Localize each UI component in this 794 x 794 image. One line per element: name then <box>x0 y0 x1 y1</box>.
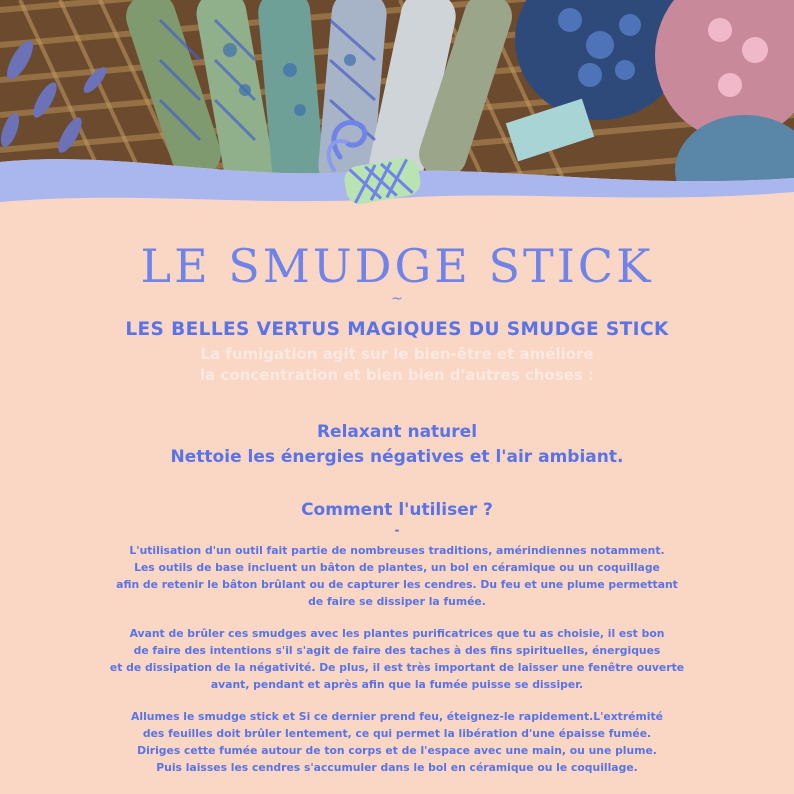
paragraph-line: Allumes le smudge stick et Si ce dernier prend feu, éteignez-le rapidement.L'extrémité <box>131 710 663 723</box>
virtues-list <box>0 420 794 470</box>
page-title: LE SMUDGE STICK <box>140 239 654 293</box>
how-to-heading: Comment l'utiliser ? <box>301 500 493 520</box>
paragraph-line: et de dissipation de la négativité. De plus, il est très important de laisser une fenêtre ouverte <box>109 661 685 674</box>
virtue-item: Relaxant naturel <box>316 422 478 442</box>
paragraph-line: avant, pendant et après afin que la fumée puisse se dissiper. <box>210 678 584 691</box>
paragraph-line: afin de retenir le bâton brûlant ou de capturer les cendres. Du feu et une plume permettant <box>116 578 678 591</box>
paragraph-line: Avant de brûler ces smudges avec les plantes purificatrices que tu as choisie, il est bon <box>129 627 665 640</box>
paragraph-line: de faire se dissiper la fumée. <box>308 595 486 608</box>
paragraph-line: des feuilles doit brûler lentement, ce qui permet la libération d'une épaisse fumée. <box>142 727 652 740</box>
tilde-separator: ~ <box>391 291 403 307</box>
paragraph-instructions <box>47 708 747 776</box>
paragraph-line: Diriges cette fumée autour de ton corps et de l'espace avec une main, ou une plume. <box>137 744 657 757</box>
paragraph-line: Les outils de base incluent un bâton de plantes, un bol en céramique ou un coquillage <box>134 561 660 574</box>
intro-line: La fumigation agit sur le bien-être et améliore <box>200 345 594 363</box>
paragraph-line: L'utilisation d'un outil fait partie de nombreuses traditions, amérindiennes notamment. <box>129 544 665 557</box>
paragraph-tradition <box>47 542 747 610</box>
dash-separator: - <box>394 523 400 537</box>
subtitle: LES BELLES VERTUS MAGIQUES DU SMUDGE STICK <box>125 319 669 340</box>
paragraph-line: de faire des intentions s'il s'agit de faire des taches à des fins spirituelles, énergiques <box>133 644 661 657</box>
smudge-stick-icon <box>320 112 430 207</box>
paragraph-intentions <box>47 625 747 693</box>
virtue-item: Nettoie les énergies négatives et l'air ambiant. <box>170 447 624 467</box>
main-content <box>0 232 794 776</box>
intro-text <box>0 344 794 386</box>
paragraph-line: Puis laisses les cendres s'accumuler dans le bol en céramique ou le coquillage. <box>156 761 638 774</box>
intro-line: la concentration et bien bien d'autres choses : <box>200 366 594 384</box>
